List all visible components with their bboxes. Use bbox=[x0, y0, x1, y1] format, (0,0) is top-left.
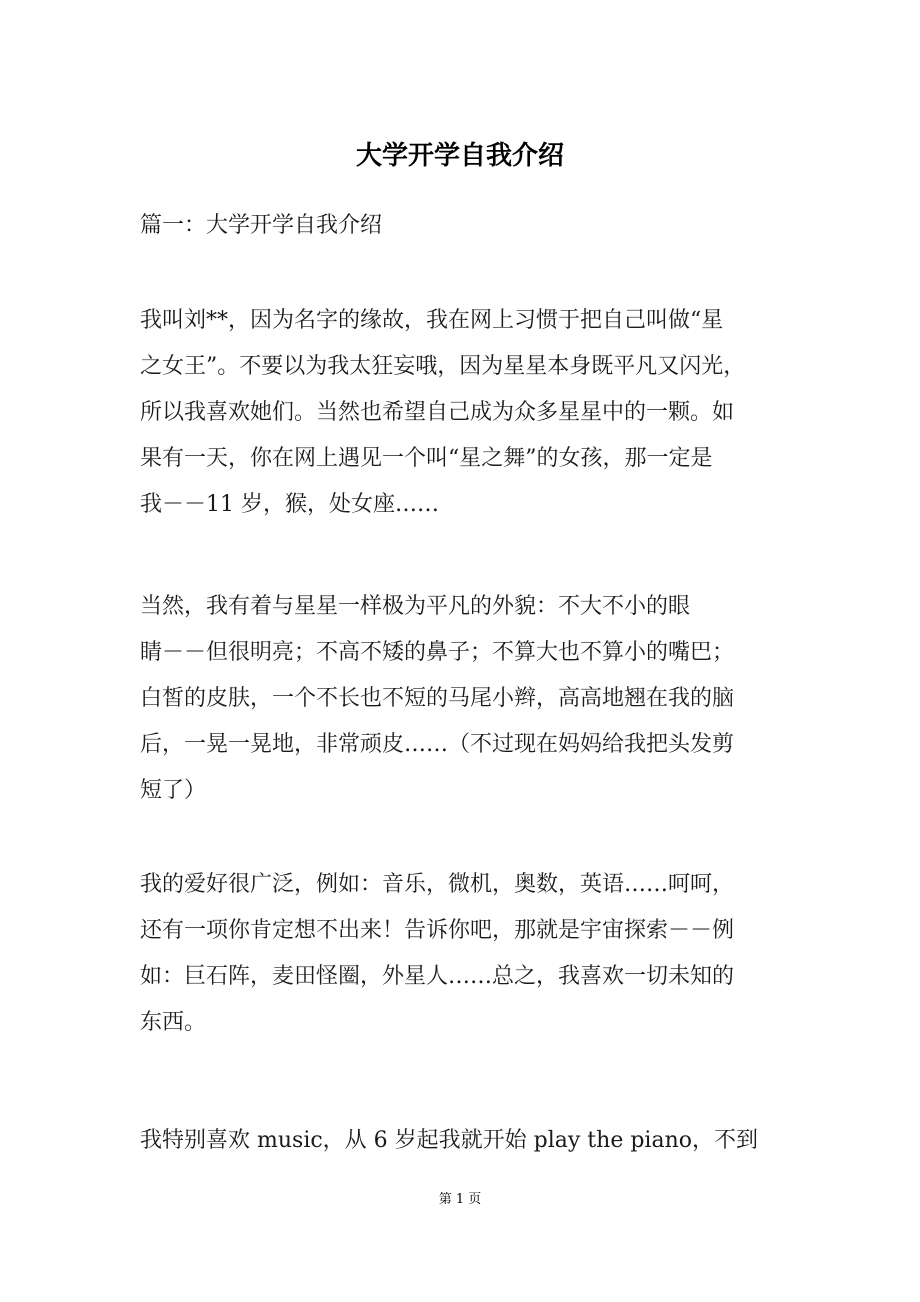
paragraph-line: 短了） bbox=[140, 778, 207, 803]
paragraph-line: 睛－－但很明亮；不高不矮的鼻子；不算大也不算小的嘴巴； bbox=[140, 640, 735, 665]
paragraph-line: 我－－11 岁，猴，处女座…… bbox=[140, 492, 439, 517]
paragraph-line: 我叫刘**，因为名字的缘故，我在网上习惯于把自己叫做“星 bbox=[140, 308, 724, 333]
paragraph-line: 后，一晃一晃地，非常顽皮……（不过现在妈妈给我把头发剪 bbox=[140, 732, 735, 757]
paragraph-1 bbox=[140, 298, 772, 528]
page-number: 第 1 页 bbox=[438, 1192, 482, 1207]
document-title: 大学开学自我介绍 bbox=[355, 141, 564, 171]
paragraph-2 bbox=[140, 584, 772, 814]
paragraph-line: 我特别喜欢 music，从 6 岁起我就开始 play the piano，不到 bbox=[140, 1128, 758, 1153]
paragraph-4 bbox=[140, 1118, 772, 1164]
paragraph-line: 我的爱好很广泛，例如：音乐，微机，奥数，英语……呵呵， bbox=[140, 872, 735, 897]
paragraph-line: 东西。 bbox=[140, 1010, 207, 1035]
paragraph-line: 果有一天，你在网上遇见一个叫“星之舞”的女孩，那一定是 bbox=[140, 446, 713, 471]
paragraph-line: 当然，我有着与星星一样极为平凡的外貌：不大不小的眼 bbox=[140, 594, 691, 619]
paragraph-3 bbox=[140, 862, 772, 1046]
paragraph-line: 所以我喜欢她们。当然也希望自己成为众多星星中的一颗。如 bbox=[140, 400, 735, 425]
paragraph-line: 如：巨石阵，麦田怪圈，外星人……总之，我喜欢一切未知的 bbox=[140, 964, 735, 989]
paragraph-line: 之女王”。不要以为我太狂妄哦，因为星星本身既平凡又闪光， bbox=[140, 354, 746, 379]
paragraph-line: 还有一项你肯定想不出来！告诉你吧，那就是宇宙探索－－例 bbox=[140, 918, 735, 943]
section-heading: 篇一：大学开学自我介绍 bbox=[140, 213, 383, 238]
paragraph-line: 白皙的皮肤，一个不长也不短的马尾小辫，高高地翘在我的脑 bbox=[140, 686, 735, 711]
